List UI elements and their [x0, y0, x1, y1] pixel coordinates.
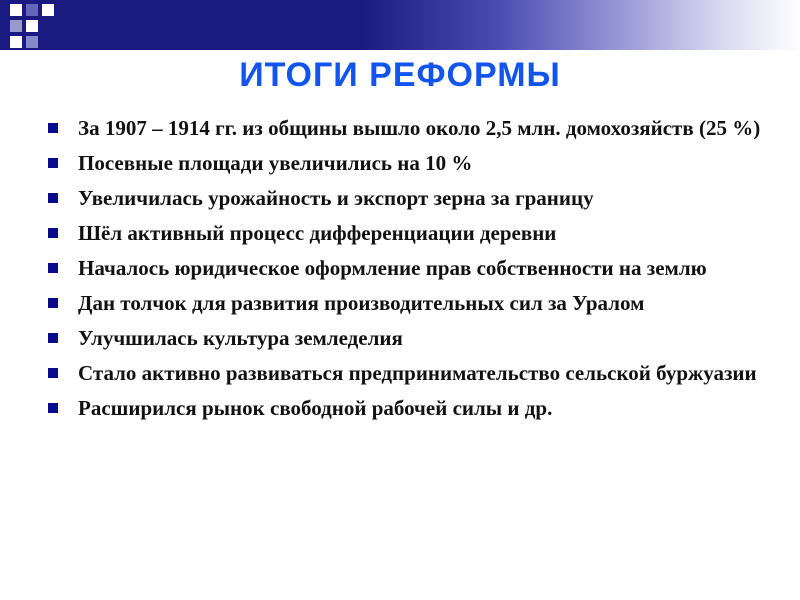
decoration-square: [10, 36, 22, 48]
list-item-text: Дан толчок для развития производительных сил за Уралом: [78, 291, 645, 315]
list-item-text: Шёл активный процесс дифференциации деревни: [78, 221, 557, 245]
square-bullet-icon: [48, 298, 58, 308]
list-item: [48, 184, 768, 212]
list-item-text: Увеличилась урожайность и экспорт зерна за границу: [78, 186, 594, 210]
bullet-list: [48, 114, 768, 429]
list-item-text: Посевные площади увеличились на 10 %: [78, 151, 473, 175]
square-bullet-icon: [48, 228, 58, 238]
list-item: [48, 359, 768, 387]
decoration-square: [10, 20, 22, 32]
list-item-text: Улучшилась культура земледелия: [78, 326, 403, 350]
decoration-square: [42, 4, 54, 16]
decoration-square: [26, 4, 38, 16]
square-bullet-icon: [48, 403, 58, 413]
square-bullet-icon: [48, 368, 58, 378]
list-item-text: Расширился рынок свободной рабочей силы и др.: [78, 396, 553, 420]
list-item: [48, 324, 768, 352]
list-item: [48, 114, 768, 142]
list-item: [48, 149, 768, 177]
list-item-text: Стало активно развиваться предпринимательство сельской буржуазии: [78, 361, 757, 385]
square-bullet-icon: [48, 123, 58, 133]
list-item: [48, 254, 768, 282]
square-bullet-icon: [48, 263, 58, 273]
list-item: [48, 394, 768, 422]
square-bullet-icon: [48, 158, 58, 168]
square-bullet-icon: [48, 333, 58, 343]
decoration-square: [26, 20, 38, 32]
list-item: [48, 289, 768, 317]
decoration-square: [26, 36, 38, 48]
header-decoration-squares: [0, 0, 800, 50]
square-bullet-icon: [48, 193, 58, 203]
slide-title: ИТОГИ РЕФОРМЫ: [239, 56, 561, 94]
list-item-text: За 1907 – 1914 гг. из общины вышло около 2,5 млн. домохозяйств (25 %): [78, 116, 761, 140]
list-item: [48, 219, 768, 247]
decoration-square: [10, 4, 22, 16]
list-item-text: Началось юридическое оформление прав собственности на землю: [78, 256, 707, 280]
